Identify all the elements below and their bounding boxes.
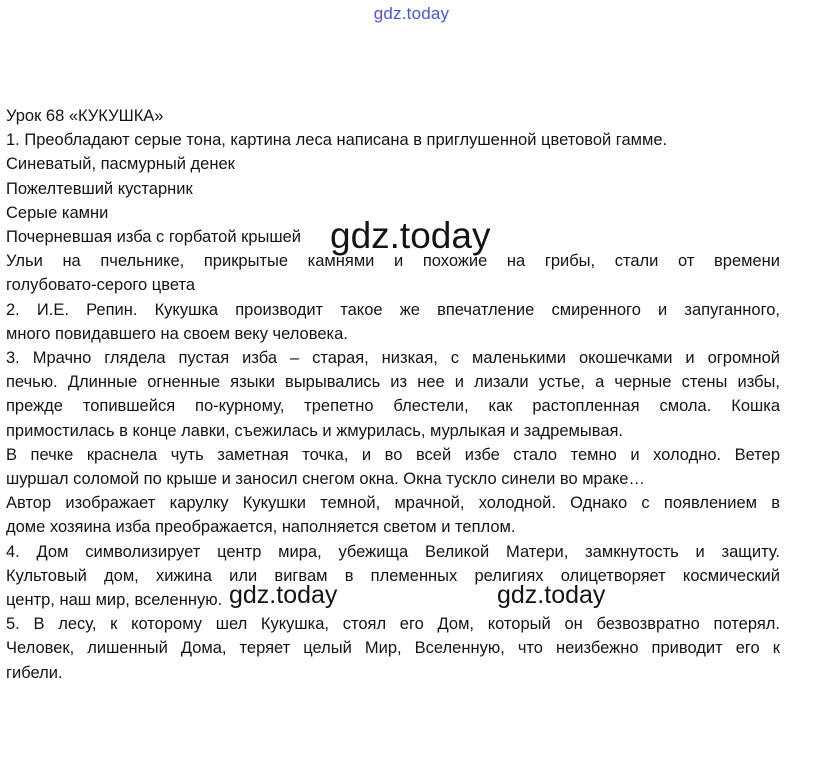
paragraph-line: шуршал соломой по крыше и заносил снегом окна. Окна тускло синели во мраке… (6, 470, 645, 489)
paragraph-line: 3. Мрачно глядела пустая изба – старая, низкая, с маленькими окошечками и огромной (6, 349, 780, 368)
lesson-title: Урок 68 «КУКУШКА» (6, 107, 164, 125)
paragraph-line: 4. Дом символизирует центр мира, убежища Великой Матери, замкнутость и защиту. (6, 542, 780, 561)
paragraph-line: 2. И.Е. Репин. Кукушка производит такое же впечатление смиренного и запуганного, (6, 300, 780, 319)
paragraph-line: центр, наш мир, вселенную. (6, 591, 223, 610)
paragraph-line: 1. Преобладают серые тона, картина леса написана в приглушенной цветовой гамме. (6, 131, 668, 150)
watermark-top: gdz.today (373, 4, 450, 23)
watermark-mid-left: gdz.today (229, 581, 338, 609)
paragraph-line: Человек, лишенный Дома, теряет целый Мир, Вселенную, что неизбежно приводит его к (6, 639, 780, 658)
paragraph-line: много повидавшего на своем веку человека. (6, 324, 348, 343)
paragraph-line: Серые камни (6, 203, 109, 222)
paragraph-line: голубовато-серого цвета (6, 276, 196, 295)
paragraph-line: Синеватый, пасмурный денек (6, 155, 235, 174)
paragraph-line: 5. В лесу, к которому шел Кукушка, стоял его Дом, который он безвозвратно потерял. (6, 615, 780, 634)
paragraph-line: Культовый дом, хижина или вигвам в племенных религиях олицетворяет космический (6, 566, 780, 585)
document-body (6, 104, 780, 685)
paragraph-line: примостилась в конце лавки, съежилась и жмурилась, мурлыкая и задремывая. (6, 421, 624, 440)
paragraph-line: печью. Длинные огненные языки вырывались из нее и лизали устье, а черные стены избы, (6, 373, 780, 392)
watermark-mid-right: gdz.today (497, 581, 606, 609)
paragraph-line: Автор изображает карулку Кукушки темной, мрачной, холодной. Однако с появлением в (6, 494, 780, 513)
watermark-center: gdz.today (330, 215, 491, 256)
paragraph-line: прежде топившейся по-курному, трепетно блестели, как растопленная смола. Кошка (6, 397, 780, 416)
paragraph-line: гибели. (6, 663, 63, 682)
paragraph-line: доме хозяина изба преображается, наполняется светом и теплом. (6, 518, 516, 537)
paragraph-line: Почерневшая изба с горбатой крышей (6, 228, 302, 247)
paragraph-line: В печке краснела чуть заметная точка, и во всей избе стало темно и холодно. Ветер (6, 445, 780, 464)
paragraph-line: Ульи на пчельнике, прикрытые камнями и похожие на грибы, стали от времени (6, 252, 780, 271)
paragraph-line: Пожелтевший кустарник (6, 179, 193, 198)
